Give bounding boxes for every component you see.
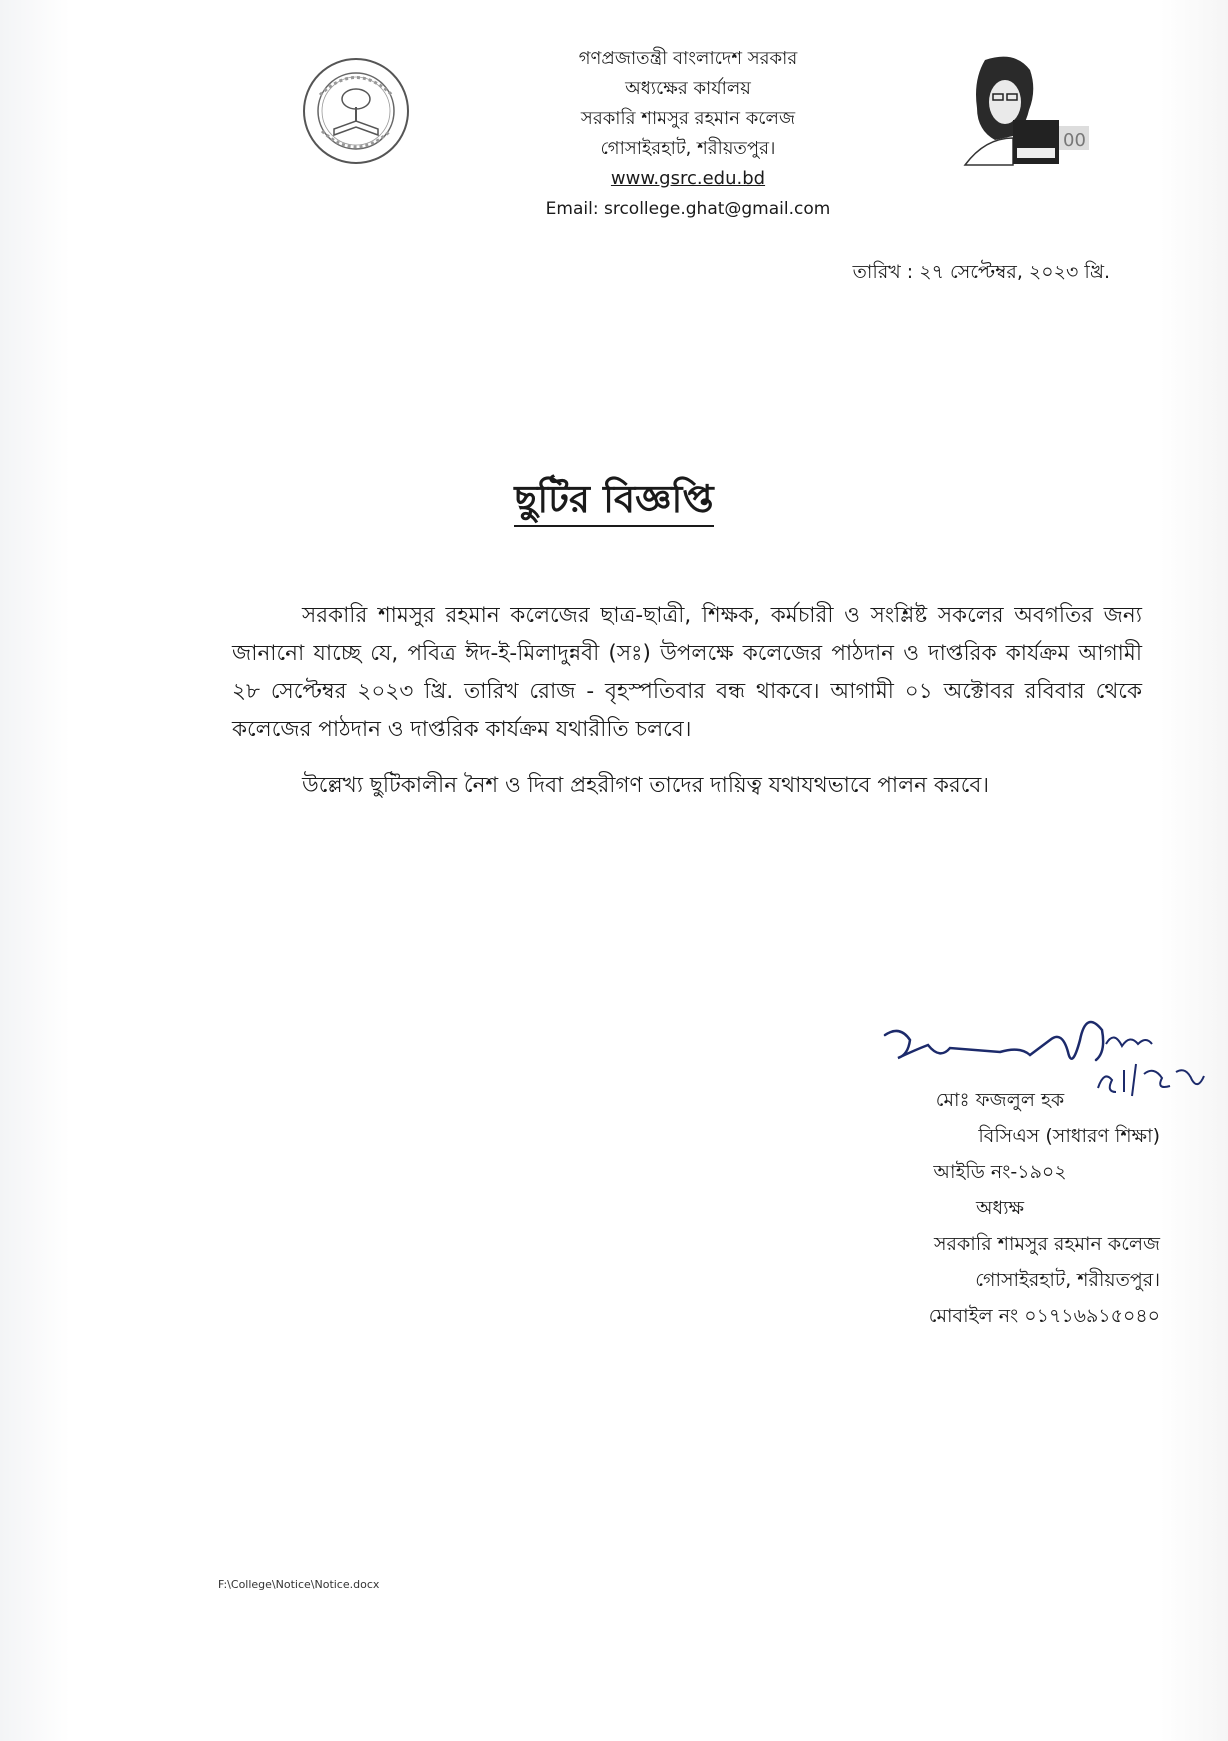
- signatory-id: আইডি নং-১৯০২: [933, 1161, 1067, 1183]
- signatory-block: [840, 1082, 1160, 1334]
- header-email[interactable]: Email: srcollege.ghat@gmail.com: [545, 199, 831, 219]
- signatory-location: গোসাইরহাট, শরীয়তপুর।: [975, 1269, 1160, 1291]
- header-office: অধ্যক্ষের কার্যালয়: [625, 78, 751, 99]
- header-address: গোসাইরহাট, শরীয়তপুর।: [600, 138, 776, 159]
- mujib-borsho-logo-icon: [955, 50, 1095, 170]
- notice-title-text: ছুটির বিজ্ঞপ্তি: [514, 477, 713, 527]
- signatory-institution: সরকারি শামসুর রহমান কলেজ: [933, 1233, 1160, 1255]
- signatory-name: মোঃ ফজলুল হক: [935, 1089, 1065, 1111]
- footer-file-path: F:\College\Notice\Notice.docx: [218, 1578, 380, 1591]
- notice-body: [232, 597, 1142, 823]
- notice-title: [0, 470, 1228, 534]
- header-college: সরকারি শামসুর রহমান কলেজ: [580, 108, 796, 129]
- signatory-mobile: মোবাইল নং ০১৭১৬৯১৫০৪০: [928, 1305, 1160, 1327]
- notice-paragraph-1: সরকারি শামসুর রহমান কলেজের ছাত্র-ছাত্রী, শিক্ষক, কর্মচারী ও সংশ্লিষ্ট সকলের অবগতির জন্য জানানো যাচ্ছে যে, পবিত্র ঈদ-ই-মিলাদুন্নবী (সঃ) উপলক্ষে কলেজের পাঠদান ও দাপ্তরিক কার্যক্রম আগামী ২৮ সেপ্টেম্বর ২০২৩ খ্রি. তারিখ রোজ - বৃহস্পতিবার বন্ধ থাকবে। আগামী ০১ অক্টোবর রবিবার থেকে কলেজের পাঠদান ও দাপ্তরিক কার্যক্রম যথারীতি চলবে।: [232, 603, 1142, 742]
- header-government: গণপ্রজাতন্ত্রী বাংলাদেশ সরকার: [578, 48, 798, 69]
- header-website-link[interactable]: www.gsrc.edu.bd: [610, 168, 766, 189]
- signatory-cadre: বিসিএস (সাধারণ শিক্ষা): [978, 1125, 1160, 1147]
- svg-text:00: 00: [1063, 130, 1086, 151]
- letterhead: [450, 44, 926, 224]
- college-seal-icon: [300, 55, 412, 167]
- notice-paragraph-2: উল্লেখ্য ছুটিকালীন নৈশ ও দিবা প্রহরীগণ তাদের দায়িত্ব যথাযথভাবে পালন করবে।: [302, 773, 990, 798]
- signatory-designation: অধ্যক্ষ: [975, 1197, 1024, 1219]
- notice-date: তারিখ : ২৭ সেপ্টেম্বর, ২০২৩ খ্রি.: [852, 261, 1110, 283]
